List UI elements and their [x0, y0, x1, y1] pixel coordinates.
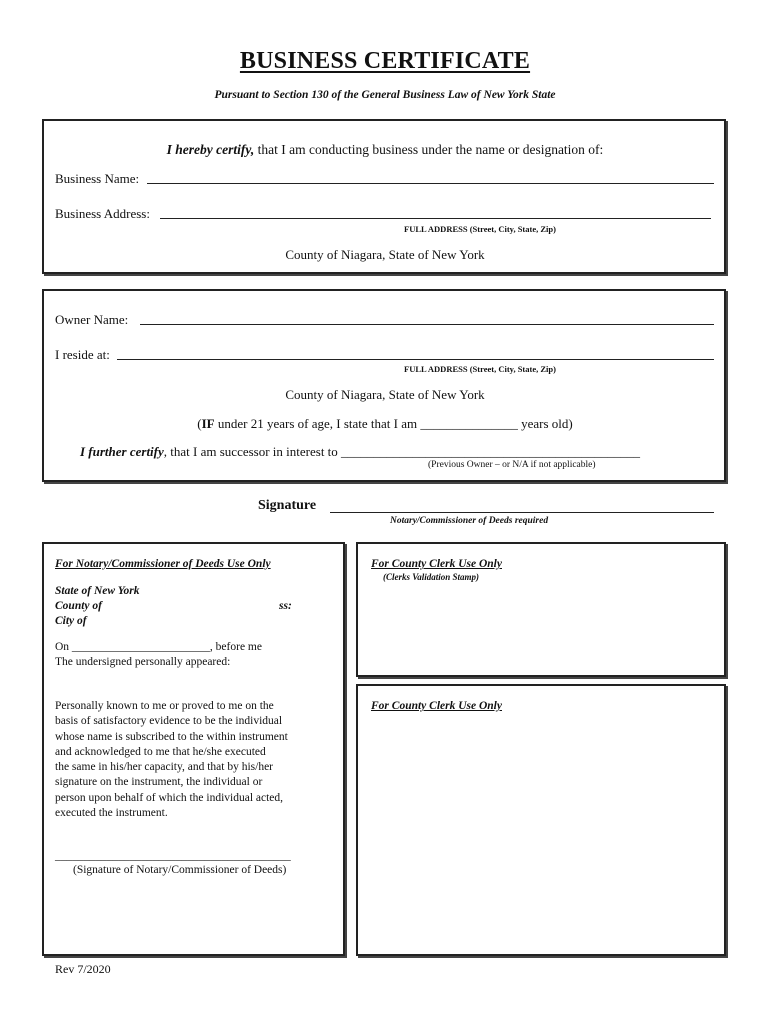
previous-owner-hint: (Previous Owner – or N/A if not applicable): [428, 460, 596, 470]
notary-city: City of: [55, 615, 87, 627]
notary-county: County of: [55, 600, 102, 612]
business-county: County of Niagara, State of New York: [285, 247, 485, 262]
further-rest: , that I am successor in interest to ______________________________________________: [163, 444, 641, 459]
document-title: BUSINESS CERTIFICATE: [239, 48, 531, 74]
notary-paragraph-line: and acknowledged to me that he/she executed: [55, 745, 266, 758]
business-address-label: Business Address:: [55, 206, 150, 221]
notary-paragraph-line: Personally known to me or proved to me on the: [55, 700, 274, 712]
age-text: under 21 years of age, I state that I am _______________ years old): [214, 416, 573, 431]
signature-field[interactable]: [330, 501, 714, 513]
age-statement: [0, 416, 770, 432]
notary-paragraph-line: signature on the instrument, the individual or: [55, 776, 263, 789]
business-address-hint: FULL ADDRESS (Street, City, State, Zip): [404, 224, 556, 234]
document-subtitle: Pursuant to Section 130 of the General Business Law of New York State: [214, 89, 556, 101]
notary-paragraph-line: executed the instrument.: [55, 807, 168, 820]
business-address-field[interactable]: [160, 207, 711, 219]
reside-label: I reside at:: [55, 347, 110, 362]
owner-name-label: Owner Name:: [55, 312, 129, 327]
clerk-stamp-hint: (Clerks Validation Stamp): [383, 572, 480, 582]
certify-rest: that I am conducting business under the name or designation of:: [254, 142, 604, 157]
owner-name-field[interactable]: [140, 313, 714, 325]
notary-paragraph-line: basis of satisfactory evidence to be the individual: [55, 715, 283, 728]
notary-signature-line[interactable]: _________________________________________: [55, 850, 291, 862]
certify-lead: I hereby certify,: [166, 142, 255, 157]
notary-signature-caption: (Signature of Notary/Commissioner of Deeds): [73, 864, 287, 876]
notary-heading: For Notary/Commissioner of Deeds Use Only: [55, 558, 271, 570]
notary-appeared: The undersigned personally appeared:: [55, 656, 231, 668]
notary-paragraph-line: person upon behalf of which the individual acted,: [55, 791, 284, 804]
notary-ss: ss:: [279, 600, 292, 612]
business-name-field[interactable]: [147, 172, 714, 184]
clerk-heading-top: For County Clerk Use Only: [371, 558, 502, 570]
notary-on-line: On ________________________, before me: [55, 641, 262, 653]
clerk-use-section: [356, 684, 726, 956]
notary-paragraph-line: the same in his/her capacity, and that by his/her: [55, 761, 274, 774]
reside-address-hint: FULL ADDRESS (Street, City, State, Zip): [404, 364, 556, 374]
further-certify-statement: [80, 444, 640, 460]
owner-county: County of Niagara, State of New York: [285, 387, 485, 402]
age-open-paren: (: [197, 416, 202, 431]
signature-hint: Notary/Commissioner of Deeds required: [390, 516, 549, 526]
business-name-label: Business Name:: [55, 171, 140, 186]
further-lead: I further certify: [80, 444, 164, 459]
notary-paragraph-line: whose name is subscribed to the within instrument: [55, 730, 288, 743]
notary-state: State of New York: [55, 585, 140, 597]
revision-label: Rev 7/2020: [55, 962, 111, 976]
age-if: IF: [201, 416, 215, 431]
notary-paragraph: [55, 699, 335, 821]
reside-address-field[interactable]: [117, 348, 714, 360]
signature-label: Signature: [258, 498, 317, 513]
clerk-heading-bottom: For County Clerk Use Only: [371, 700, 502, 712]
certify-statement: [0, 142, 770, 158]
